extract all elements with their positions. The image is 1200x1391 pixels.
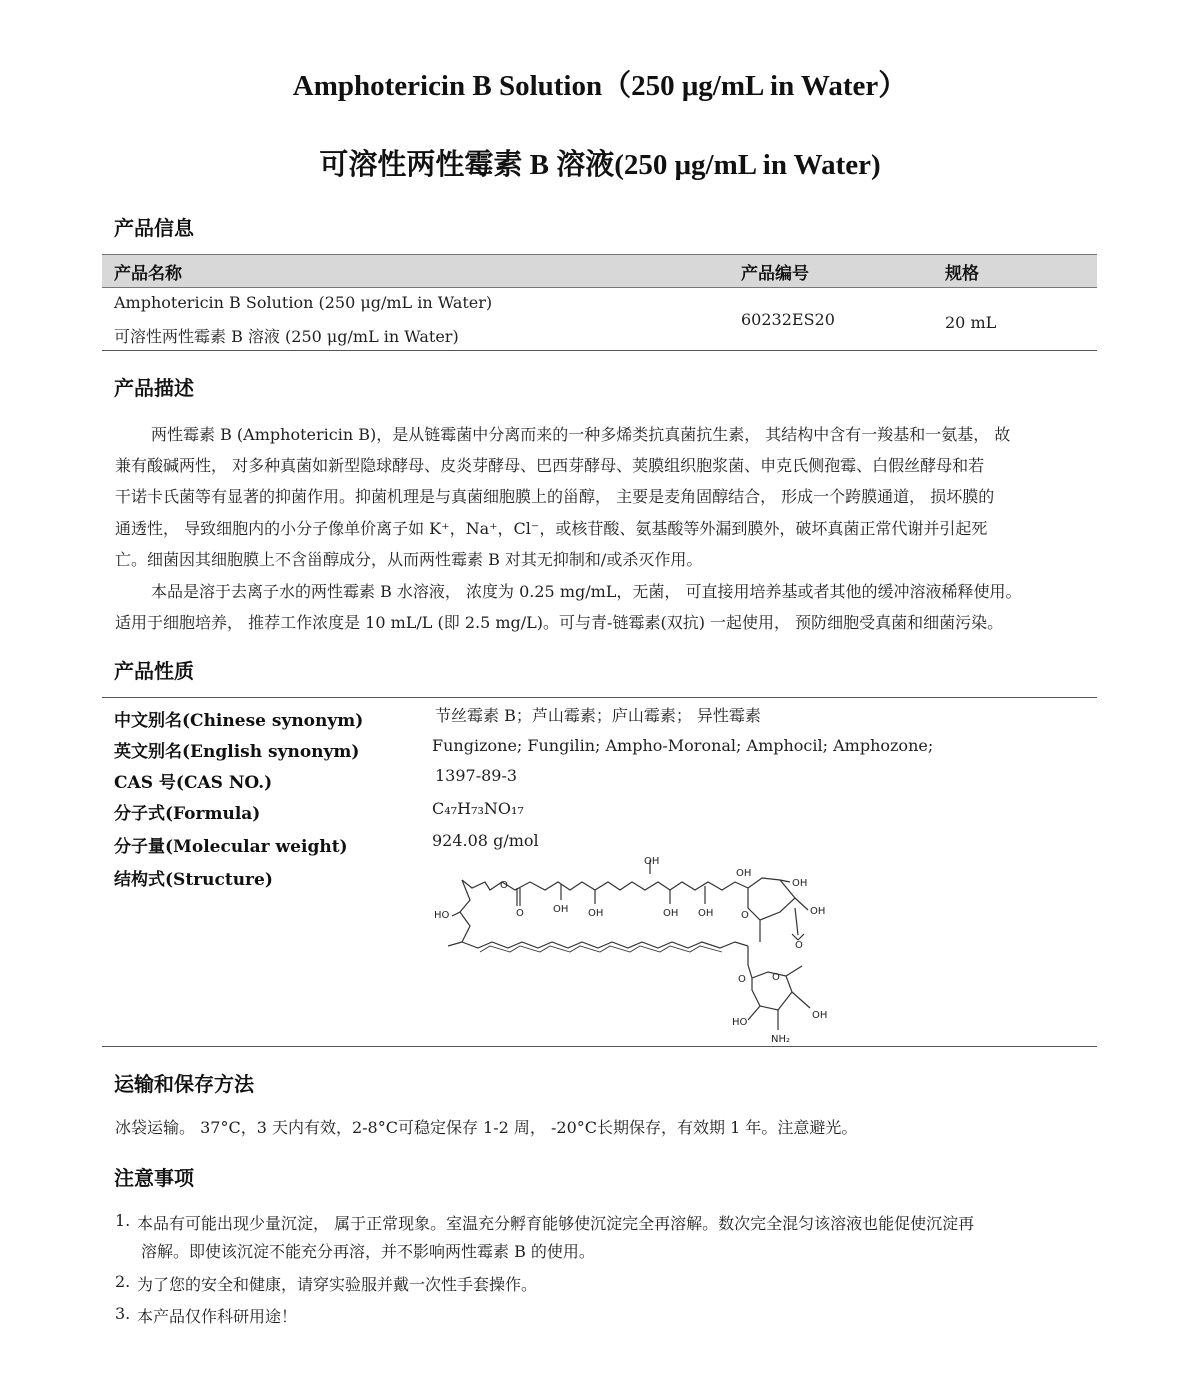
- product-name-zh: 可溶性两性霉素 B 溶液 (250 μg/mL in Water): [114, 327, 459, 346]
- product-code: 60232ES20: [741, 310, 835, 329]
- document-title-zh: 可溶性两性霉素 B 溶液(250 μg/mL in Water): [319, 149, 881, 181]
- product-table-header-name: 产品名称: [114, 264, 182, 284]
- property-value-formula: C₄₇H₇₃NO₁₇: [432, 799, 524, 818]
- property-label-chinese-synonym: 中文别名(Chinese synonym): [114, 711, 364, 731]
- section-heading-properties: 产品性质: [114, 659, 194, 683]
- svg-text:NH₂: NH₂: [771, 1034, 791, 1045]
- property-label-molecular-weight: 分子量(Molecular weight): [114, 837, 348, 857]
- note-number: 2.: [115, 1272, 131, 1291]
- note-text-line: 为了您的安全和健康，请穿实验服并戴一次性手套操作。: [137, 1275, 538, 1294]
- property-label-structure: 结构式(Structure): [114, 870, 273, 890]
- property-value-chinese-synonym: 节丝霉素 B；芦山霉素；庐山霉素； 异性霉素: [435, 706, 761, 725]
- property-label-cas: CAS 号(CAS NO.): [114, 773, 273, 793]
- svg-text:OH: OH: [736, 868, 752, 879]
- properties-bottom-rule: [102, 1046, 1097, 1047]
- section-heading-product-info: 产品信息: [114, 216, 194, 240]
- property-value-molecular-weight: 924.08 g/mol: [432, 831, 539, 850]
- description-line: 通透性， 导致细胞内的小分子像单价离子如 K⁺，Na⁺，Cl⁻，或核苷酸、氨基酸等外漏到膜外，破坏真菌正常代谢并引起死: [115, 519, 988, 538]
- document-title-en: Amphotericin B Solution（250 μg/mL in Water）: [292, 70, 908, 102]
- description-line: 两性霉素 B (Amphotericin B)，是从链霉菌中分离而来的一种多烯类抗真菌抗生素， 其结构中含有一羧基和一氨基， 故: [151, 425, 1011, 444]
- description-line: 兼有酸碱两性， 对多种真菌如新型隐球酵母、皮炎芽酵母、巴西芽酵母、荚膜组织胞浆菌、申克氏侧孢霉、白假丝酵母和若: [115, 456, 985, 475]
- description-line: 本品是溶于去离子水的两性霉素 B 水溶液， 浓度为 0.25 mg/mL，无菌， 可直接用培养基或者其他的缓冲溶液稀释使用。: [151, 582, 1022, 601]
- svg-text:O: O: [772, 972, 780, 983]
- description-line: 亡。细菌因其细胞膜上不含甾醇成分，从而两性霉素 B 对其无抑制和/或杀灭作用。: [115, 550, 703, 569]
- note-number: 3.: [115, 1304, 131, 1323]
- svg-text:OH: OH: [588, 908, 604, 919]
- section-heading-notes: 注意事项: [114, 1166, 194, 1190]
- svg-text:OH: OH: [698, 908, 714, 919]
- description-line: 干诺卡氏菌等有显著的抑菌作用。抑菌机理是与真菌细胞膜上的甾醇， 主要是麦角固醇结合， 形成一个跨膜通道， 损坏膜的: [115, 487, 995, 506]
- properties-top-rule: [102, 697, 1097, 698]
- svg-text:HO: HO: [434, 910, 450, 921]
- note-text-line: 溶解。即使该沉淀不能充分再溶，并不影响两性霉素 B 的使用。: [141, 1242, 595, 1261]
- description-line: 适用于细胞培养， 推荐工作浓度是 10 mL/L (即 2.5 mg/L)。可与青-链霉素(双抗) 一起使用， 预防细胞受真菌和细菌污染。: [115, 613, 1004, 632]
- svg-text:OH: OH: [553, 904, 569, 915]
- svg-text:O: O: [738, 974, 746, 985]
- svg-text:O: O: [516, 908, 524, 919]
- note-number: 1.: [115, 1211, 131, 1230]
- svg-text:OH: OH: [792, 878, 808, 889]
- svg-text:OH: OH: [663, 908, 679, 919]
- section-heading-storage: 运输和保存方法: [114, 1072, 254, 1096]
- chemical-structure-image: [430, 850, 840, 1046]
- storage-text: 冰袋运输。 37°C，3 天内有效，2-8°C可稳定保存 1-2 周， -20°C长期保存，有效期 1 年。注意避光。: [115, 1118, 858, 1137]
- note-text-line: 本产品仅作科研用途！: [137, 1307, 298, 1326]
- svg-text:O: O: [795, 940, 803, 951]
- property-label-english-synonym: 英文别名(English synonym): [114, 742, 360, 762]
- section-heading-description: 产品描述: [114, 376, 194, 400]
- product-name-en: Amphotericin B Solution (250 μg/mL in Water): [114, 293, 493, 312]
- property-value-english-synonym: Fungizone; Fungilin; Ampho-Moronal; Amphocil; Amphozone;: [432, 736, 934, 755]
- note-text-line: 本品有可能出现少量沉淀， 属于正常现象。室温充分孵育能够使沉淀完全再溶解。数次完全混匀该溶液也能促使沉淀再: [137, 1214, 975, 1233]
- property-label-formula: 分子式(Formula): [114, 804, 261, 824]
- svg-text:OH: OH: [810, 906, 826, 917]
- svg-text:OH: OH: [644, 856, 660, 867]
- svg-text:OH: OH: [812, 1010, 828, 1021]
- product-spec: 20 mL: [945, 313, 997, 332]
- product-table-bottom-rule: [102, 350, 1097, 351]
- product-table-header-spec: 规格: [945, 264, 979, 284]
- svg-text:HO: HO: [732, 1017, 748, 1028]
- property-value-cas: 1397-89-3: [435, 766, 518, 785]
- product-table-header-code: 产品编号: [741, 264, 809, 284]
- svg-text:O: O: [741, 910, 749, 921]
- svg-text:O: O: [500, 880, 508, 891]
